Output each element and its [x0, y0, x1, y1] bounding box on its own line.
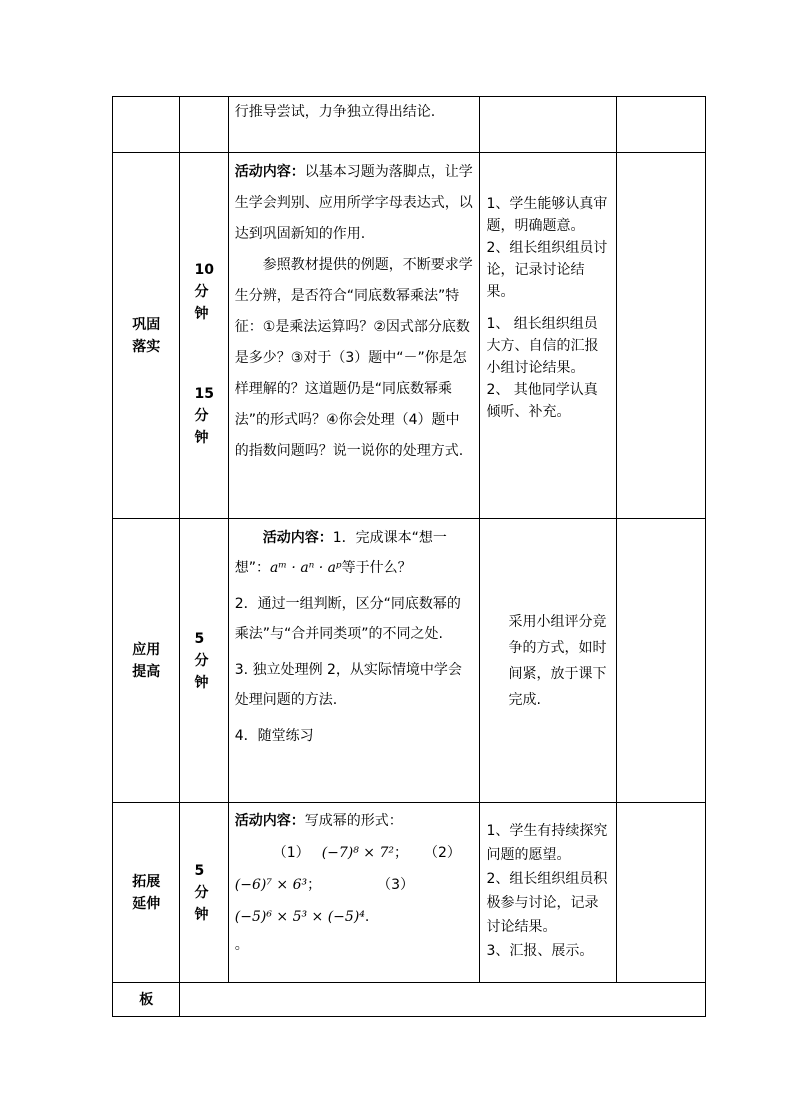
- activity-heading: 活动内容：: [234, 164, 305, 180]
- note-text: 2、组长组织组员积极参与讨论，记录讨论结果。: [486, 871, 608, 935]
- time-unit: 钟: [194, 906, 209, 923]
- table-row-apply: [113, 519, 706, 803]
- note-cell-extend: [480, 803, 617, 983]
- content-text: 1．完成课本“想一想”：: [234, 530, 447, 576]
- time-cell-apply: [180, 519, 228, 803]
- extra-cell-consolidate: [617, 153, 706, 519]
- math-expression: (−5)⁶ × 5³ × (−5)⁴: [234, 909, 365, 925]
- separator: .: [364, 909, 370, 925]
- stage-label: 延伸: [132, 895, 161, 912]
- content-text: 写成幂的形式：: [304, 813, 403, 829]
- extra-cell-extend: [617, 803, 706, 983]
- content-cell-apply: [228, 519, 480, 803]
- note-cell-apply: [480, 519, 617, 803]
- math-expression: (−7)⁸ × 7²: [321, 845, 395, 861]
- stage-cell-top: [113, 97, 180, 153]
- content-text: 以基本习题为落脚点，让学生学会判别、应用所学字母表达式，以达到巩固新知的作用.: [234, 164, 473, 242]
- stage-label: 应用: [132, 641, 161, 658]
- time-cell-top: [180, 97, 228, 153]
- table-row-board: [113, 983, 706, 1017]
- stage-label: 落实: [132, 338, 161, 355]
- content-cell-extend: [228, 803, 480, 983]
- note-cell-top: [480, 97, 617, 153]
- exercise-label: （3）: [377, 877, 415, 893]
- stage-cell-board: [113, 983, 180, 1017]
- board-content-cell: [180, 983, 706, 1017]
- note-text: 3、汇报、展示。: [486, 943, 594, 959]
- note-text: 2、 其他同学认真倾听、补充。: [486, 382, 598, 420]
- activity-heading: 活动内容：: [234, 813, 305, 829]
- note-text: 1、学生有持续探究问题的愿望。: [486, 823, 608, 863]
- time-value: 10: [194, 262, 214, 278]
- time-value: 15: [194, 386, 214, 402]
- table-row-extend: [113, 803, 706, 983]
- content-cell-top: [228, 97, 480, 153]
- stage-label: 板: [139, 991, 154, 1008]
- table-row-consolidate: [113, 153, 706, 519]
- note-text: 1、学生能够认真审题，明确题意。: [486, 196, 608, 234]
- content-text: 4．随堂练习: [234, 728, 314, 744]
- stage-cell-apply: [113, 519, 180, 803]
- time-unit: 分: [194, 652, 209, 669]
- math-expression: (−6)⁷ × 6³: [234, 877, 308, 893]
- time-unit: 分: [194, 408, 209, 424]
- math-expression: aᵐ · aⁿ · aᵖ: [270, 560, 342, 576]
- lesson-plan-table: [112, 96, 706, 1017]
- time-unit: 钟: [194, 430, 209, 446]
- separator: ；: [394, 845, 409, 861]
- note-text: 采用小组评分竞争的方式，如时间紧，放于课下完成.: [508, 613, 607, 708]
- content-text: 行推导尝试，力争独立得出结论.: [234, 104, 436, 120]
- note-text: 1、 组长组织组员大方、自信的汇报小组讨论结果。: [486, 316, 599, 376]
- time-cell-consolidate: [180, 153, 228, 519]
- time-unit: 钟: [194, 306, 209, 322]
- content-text: 2．通过一组判断，区分“同底数幂的乘法”与“合并同类项”的不同之处.: [234, 596, 461, 642]
- content-text: 参照教材提供的例题，不断要求学生分辨，是否符合“同底数幂乘法”特征：①是乘法运算吗？②因式部分底数是多少？③对于（3）题中“－”你是怎样理解的？这道题仍是“同底数幂乘法”的形式吗？④你会处理（4）题中的指数问题吗？说一说你的处理方式.: [234, 257, 473, 459]
- stage-label: 拓展: [132, 873, 161, 890]
- time-value: 5: [194, 862, 205, 879]
- extra-cell-top: [617, 97, 706, 153]
- stage-label: 提高: [132, 663, 161, 680]
- time-cell-extend: [180, 803, 228, 983]
- stage-cell-consolidate: [113, 153, 180, 519]
- time-unit: 分: [194, 284, 209, 300]
- exercise-label: （2）: [424, 845, 461, 861]
- table-row-top: [113, 97, 706, 153]
- time-unit: 分: [194, 884, 209, 901]
- activity-heading: 活动内容：: [262, 530, 333, 546]
- time-unit: 钟: [194, 674, 209, 691]
- separator: ；: [307, 877, 322, 893]
- note-cell-consolidate: [480, 153, 617, 519]
- content-text: 等于什么？: [341, 560, 412, 576]
- extra-cell-apply: [617, 519, 706, 803]
- time-value: 5: [194, 630, 205, 647]
- stage-cell-extend: [113, 803, 180, 983]
- content-text: 。: [234, 937, 249, 953]
- content-text: 3. 独立处理例 2，从实际情境中学会处理问题的方法.: [234, 662, 462, 708]
- content-cell-consolidate: [228, 153, 480, 519]
- stage-label: 巩固: [132, 316, 161, 333]
- note-text: 2、组长组织组员讨论，记录讨论结果。: [486, 240, 608, 300]
- exercise-label: （1）: [272, 845, 310, 861]
